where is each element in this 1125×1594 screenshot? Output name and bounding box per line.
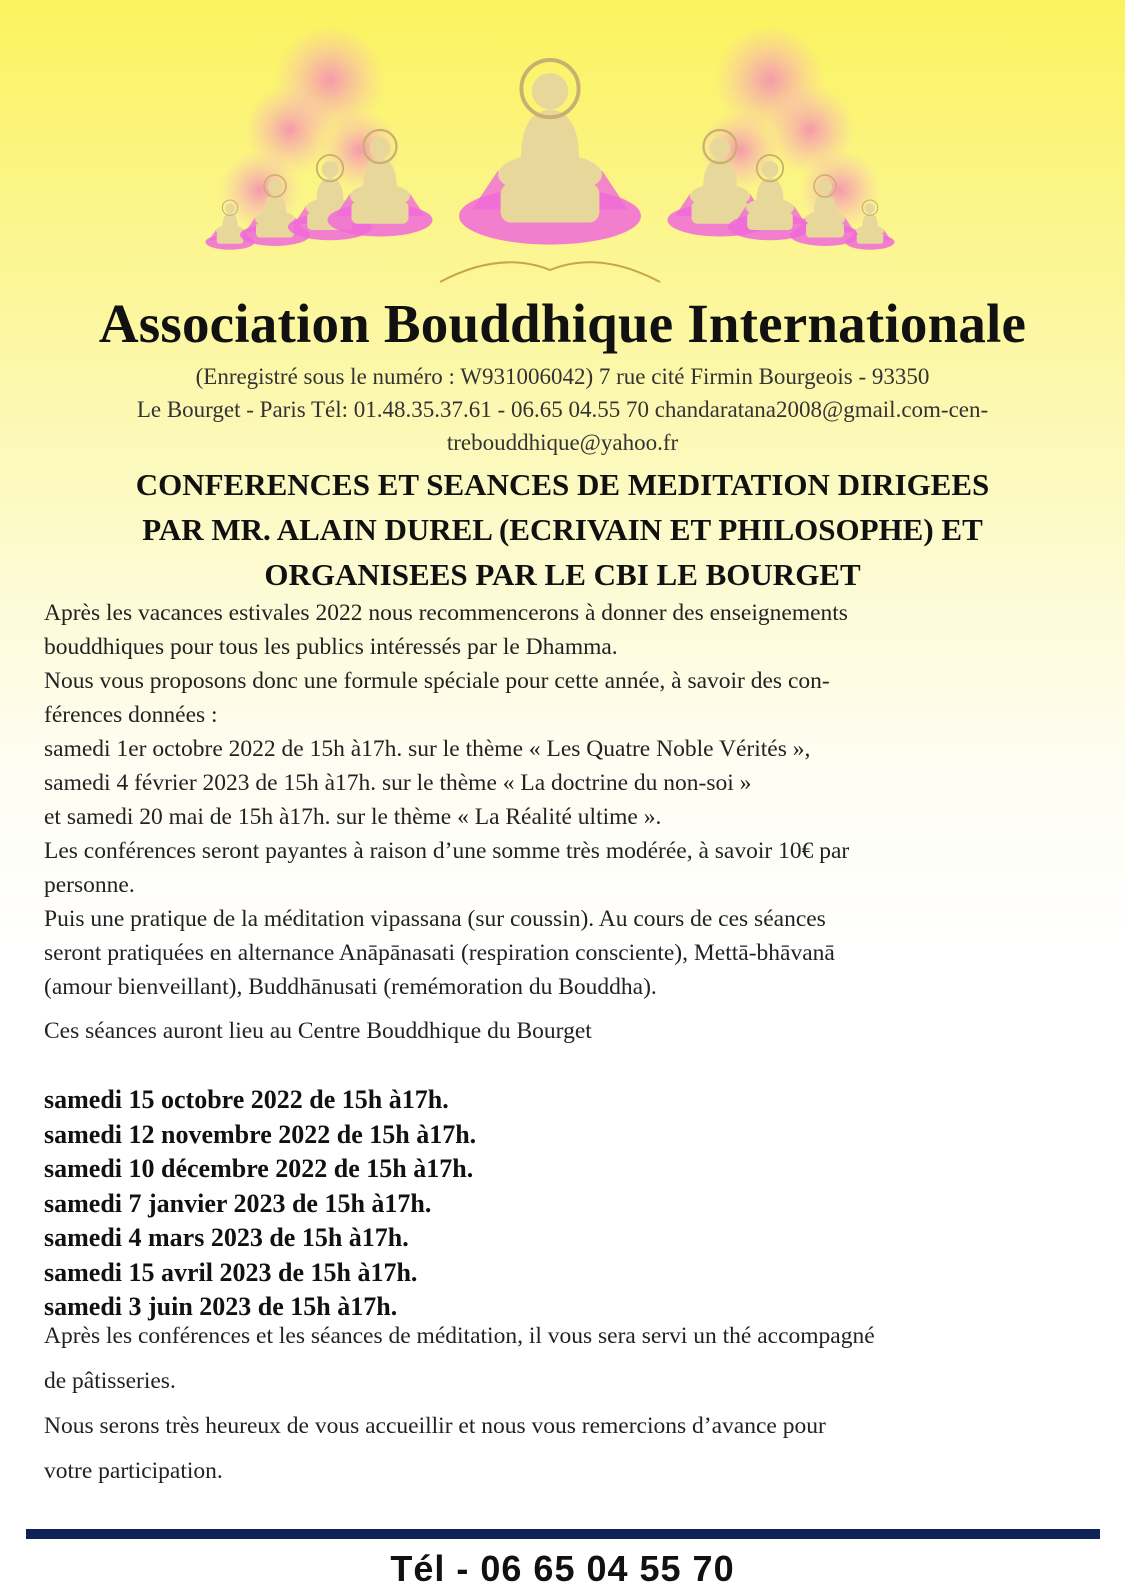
body-line: Après les vacances estivales 2022 nous recommencerons à donner des enseignements xyxy=(44,600,848,626)
body-line: Les conférences seront payantes à raison d’une somme très modérée, à savoir 10€ par xyxy=(44,838,850,864)
body-line: samedi 1er octobre 2022 de 15h à17h. sur le thème « Les Quatre Noble Vérités », xyxy=(44,736,811,762)
event-description xyxy=(44,596,1084,1048)
session-date: samedi 15 octobre 2022 de 15h à17h. xyxy=(44,1085,449,1114)
session-date: samedi 10 décembre 2022 de 15h à17h. xyxy=(44,1154,474,1183)
body-line: bouddhiques pour tous les publics intéressés par le Dhamma. xyxy=(44,634,618,660)
organization-title: Association Bouddhique Internationale xyxy=(98,293,1027,354)
ornament-scroll xyxy=(440,262,660,282)
closing-line: Nous serons très heureux de vous accueillir et nous vous remercions d’avance pour xyxy=(44,1413,826,1439)
closing-line: votre participation. xyxy=(44,1458,223,1484)
session-date: samedi 7 janvier 2023 de 15h à17h. xyxy=(44,1188,432,1218)
body-line: Nous vous proposons donc une formule spéciale pour cette année, à savoir des con- xyxy=(44,668,830,694)
contact-line: trebouddhique@yahoo.fr xyxy=(446,430,679,455)
session-dates xyxy=(44,1083,476,1325)
closing-line: Après les conférences et les séances de méditation, il vous sera servi un thé accompagné xyxy=(44,1323,875,1349)
body-line: personne. xyxy=(44,872,135,898)
body-line: samedi 4 février 2023 de 15h à17h. sur le thème « La doctrine du non-soi » xyxy=(44,770,752,796)
footer-divider xyxy=(26,1529,1100,1539)
headline-line: CONFERENCES ET SEANCES DE MEDITATION DIRIGEES xyxy=(135,467,990,502)
session-date: samedi 12 novembre 2022 de 15h à17h. xyxy=(44,1119,477,1149)
contact-line: Le Bourget - Paris Tél: 01.48.35.37.61 - 06.65 04.55 70 chandaratana2008@gmail.com-cen- xyxy=(136,397,989,422)
closing-text xyxy=(44,1314,1084,1494)
buddha-lotus-illustration xyxy=(200,20,900,300)
session-date: samedi 3 juin 2023 de 15h à17h. xyxy=(44,1292,398,1321)
body-line: (amour bienveillant), Buddhānusati (remémoration du Bouddha). xyxy=(44,974,657,1000)
headline-line: ORGANISEES PAR LE CBI LE BOURGET xyxy=(264,557,861,592)
body-line: Puis une pratique de la méditation vipassana (sur coussin). Au cours de ces séances xyxy=(44,906,826,932)
body-line: férences données : xyxy=(44,702,218,728)
venue-line: Ces séances auront lieu au Centre Bouddhique du Bourget xyxy=(44,1018,592,1044)
contact-info xyxy=(40,360,1085,459)
buddha-statue-icon xyxy=(459,60,641,245)
session-date: samedi 4 mars 2023 de 15h à17h. xyxy=(44,1223,409,1252)
body-line: seront pratiquées en alternance Anāpānasati (respiration consciente), Mettā-bhāvanā xyxy=(44,940,835,966)
footer-phone: Tél - 06 65 04 55 70 xyxy=(390,1548,735,1589)
event-headline xyxy=(40,462,1085,597)
contact-line: (Enregistré sous le numéro : W931006042) 7 rue cité Firmin Bourgeois - 93350 xyxy=(195,364,930,389)
closing-line: de pâtisseries. xyxy=(44,1368,176,1394)
headline-line: PAR MR. ALAIN DUREL (ECRIVAIN ET PHILOSOPHE) ET xyxy=(142,512,983,547)
body-line: et samedi 20 mai de 15h à17h. sur le thème « La Réalité ultime ». xyxy=(44,804,662,830)
session-date: samedi 15 avril 2023 de 15h à17h. xyxy=(44,1257,418,1287)
